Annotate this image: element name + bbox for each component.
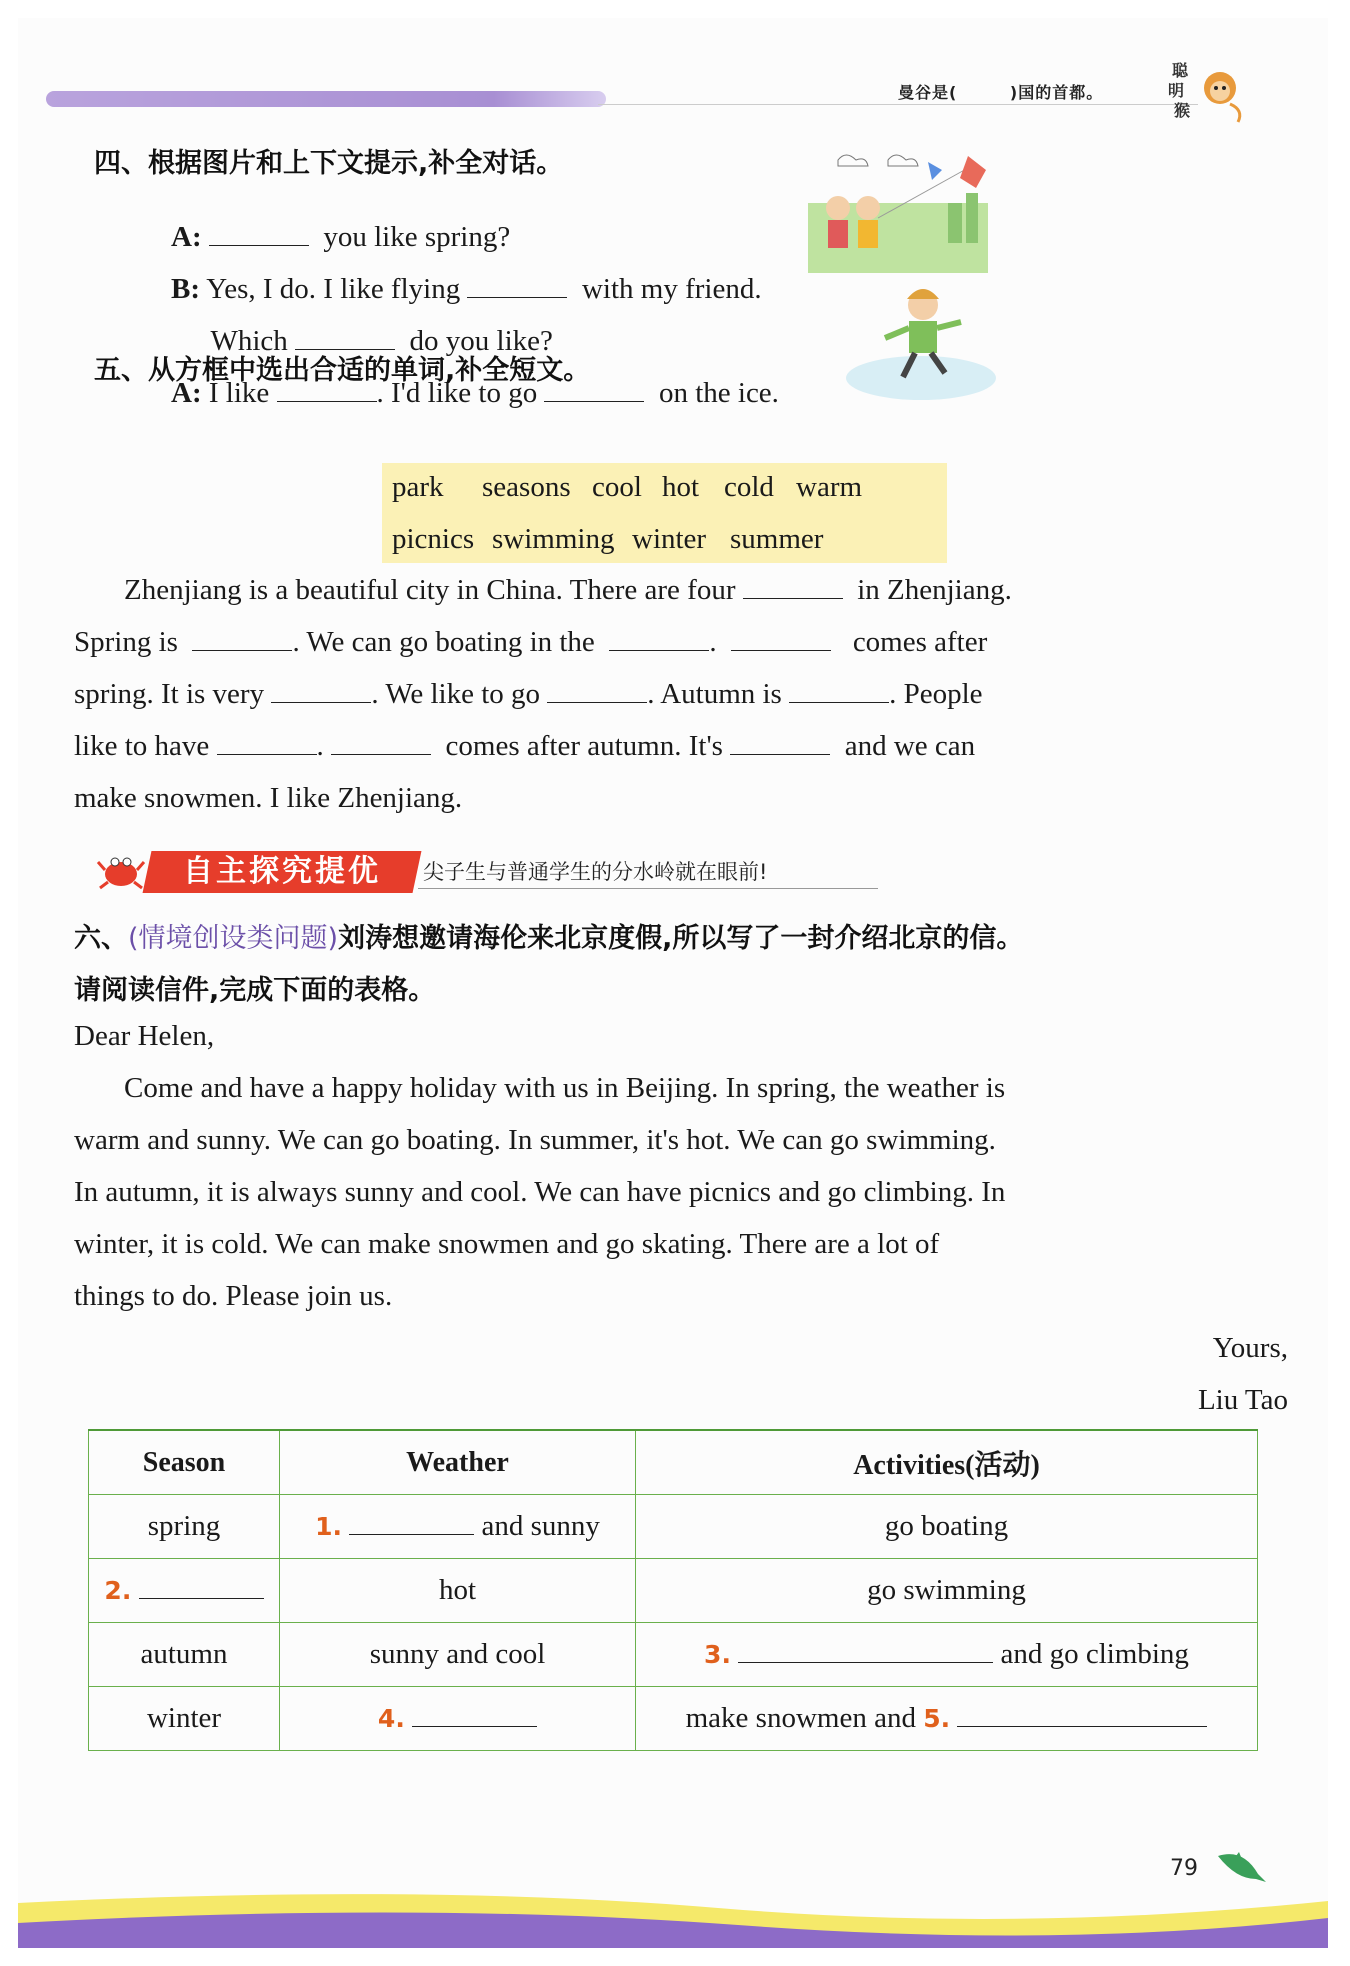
answer-blank-4[interactable] <box>412 1725 537 1727</box>
cell-season: 2. <box>89 1559 280 1623</box>
answer-blank-3[interactable] <box>738 1661 993 1663</box>
letter-closing: Yours, <box>1212 1332 1288 1364</box>
word-bank-item: cool <box>592 471 642 503</box>
dialog-line-2: B: Yes, I do. I like flying with my friend. <box>171 273 762 305</box>
svg-text:明: 明 <box>1168 81 1185 100</box>
word-bank-item: warm <box>796 471 863 503</box>
letter-line-2: warm and sunny. We can go boating. In summer, it's hot. We can go swimming. <box>74 1124 996 1156</box>
header-activities: Activities(活动) <box>636 1430 1258 1495</box>
word-bank-item: swimming <box>492 523 615 555</box>
workbook-page <box>18 18 1328 1948</box>
cell-season: winter <box>89 1687 280 1751</box>
cell-activity: go boating <box>636 1495 1258 1559</box>
section6-tag: (情境创设类问题) <box>128 923 339 954</box>
speaker-a: A: <box>171 221 202 253</box>
header-weather: Weather <box>280 1430 636 1495</box>
table-row <box>89 1687 1258 1751</box>
dialog-line-3: Which do you like? <box>210 325 553 357</box>
letter-greeting: Dear Helen, <box>74 1020 215 1052</box>
cell-weather: 4. <box>280 1687 636 1751</box>
monkey-mascot-icon <box>1168 56 1248 126</box>
letter-line-5: things to do. Please join us. <box>74 1280 393 1312</box>
answer-blank-2[interactable] <box>139 1597 264 1599</box>
answer-blank-5[interactable] <box>957 1725 1207 1727</box>
word-bank-item: picnics <box>392 523 475 555</box>
skating-child-illustration <box>843 283 998 403</box>
svg-text:聪: 聪 <box>1172 61 1189 80</box>
page-number: 79 <box>1170 1856 1198 1881</box>
letter-line-4: winter, it is cold. We can make snowmen and go skating. There are a lot of <box>74 1228 940 1260</box>
header-bar <box>46 91 606 107</box>
letter-line-3: In autumn, it is always sunny and cool. We can have picnics and go climbing. In <box>74 1176 1006 1208</box>
cell-activity: go swimming <box>636 1559 1258 1623</box>
section6-title-line2: 请阅读信件,完成下面的表格。 <box>74 975 436 1006</box>
answer-table <box>88 1429 1258 1751</box>
table-row <box>89 1495 1258 1559</box>
passage-line-4: like to have . comes after autumn. It's and we can <box>74 730 976 762</box>
banner-subtitle: 尖子生与普通学生的分水岭就在眼前! <box>423 860 768 884</box>
letter-signature: Liu Tao <box>1197 1384 1288 1416</box>
cell-weather: 1. and sunny <box>280 1495 636 1559</box>
svg-text:猴: 猴 <box>1174 101 1191 120</box>
section4-title: 四、根据图片和上下文提示,补全对话。 <box>94 148 564 179</box>
table-row <box>89 1559 1258 1623</box>
dialog-line-1: A: you like spring? <box>171 221 511 253</box>
header-hint: 曼谷是( )国的首都。 <box>898 83 1104 102</box>
speaker-b: B: <box>171 273 200 305</box>
passage-line-5: make snowmen. I like Zhenjiang. <box>74 782 463 814</box>
table-header-row <box>89 1430 1258 1495</box>
cell-weather: sunny and cool <box>280 1623 636 1687</box>
crab-icon <box>96 850 146 892</box>
footer-wave <box>18 1873 1328 1948</box>
kite-children-illustration <box>808 148 1008 273</box>
word-bank-item: seasons <box>482 471 571 503</box>
cell-season: autumn <box>89 1623 280 1687</box>
passage-line-3: spring. It is very . We like to go . Autumn is . People <box>74 678 983 710</box>
dialog-line-4: A: I like . I'd like to go on the ice. <box>171 377 779 409</box>
section5-title: 五、从方框中选出合适的单词,补全短文。 <box>94 355 591 386</box>
word-bank-item: cold <box>724 471 774 503</box>
banner-underline <box>418 888 878 889</box>
header-rule <box>598 104 1198 105</box>
section6-title-line1: 六、(情境创设类问题)刘涛想邀请海伦来北京度假,所以写了一封介绍北京的信。 <box>74 923 1024 954</box>
banner-title-box <box>143 851 422 893</box>
passage-line-2: Spring is . We can go boating in the . comes after <box>74 626 988 658</box>
cell-weather: hot <box>280 1559 636 1623</box>
header-season: Season <box>89 1430 280 1495</box>
cell-season: spring <box>89 1495 280 1559</box>
word-bank-item: summer <box>730 523 824 555</box>
word-bank-item: hot <box>662 471 700 503</box>
word-bank-item: winter <box>632 523 707 555</box>
passage-line-1: Zhenjiang is a beautiful city in China. There are four in Zhenjiang. <box>124 574 1012 606</box>
word-bank-item: park <box>392 471 444 503</box>
cell-activity: make snowmen and 5. <box>636 1687 1258 1751</box>
cell-activity: 3. and go climbing <box>636 1623 1258 1687</box>
letter-line-1: Come and have a happy holiday with us in Beijing. In spring, the weather is <box>124 1072 1006 1104</box>
word-bank <box>382 463 947 563</box>
answer-blank-1[interactable] <box>349 1533 474 1535</box>
table-row <box>89 1623 1258 1687</box>
banner-title: 自主探究提优 <box>183 854 381 889</box>
